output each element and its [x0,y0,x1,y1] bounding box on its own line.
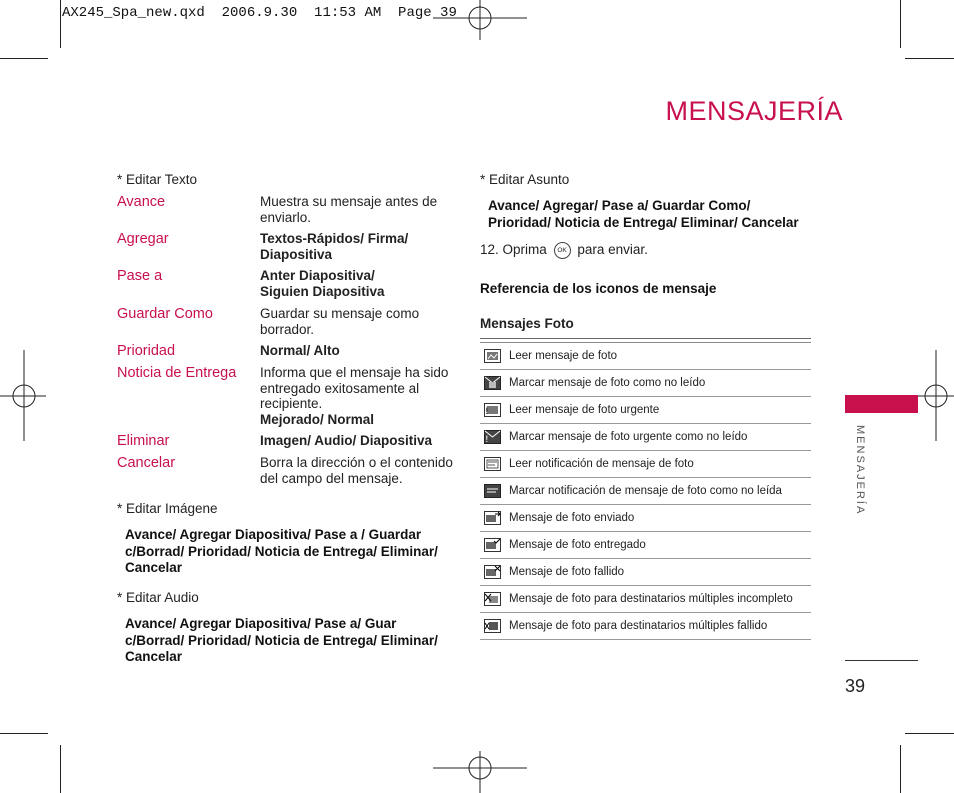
label-prioridad: Prioridad [117,343,176,359]
side-tab-label: MENSAJERÍA [854,425,866,516]
desc-guardar-como: Guardar su mensaje como borrador. [260,306,420,337]
icon-row [480,478,811,505]
icon-row [480,343,811,370]
icon-row [480,397,811,424]
icon-row [480,424,811,451]
desc-noticia-options: Mejorado/ Normal [260,412,375,427]
icon-reference-heading: Referencia de los iconos de mensaje [480,281,717,296]
icon-row-label: Mensaje de foto fallido [509,566,625,578]
editar-texto-heading: * Editar Texto [117,172,198,187]
icon-row-label: Leer mensaje de foto urgente [509,404,660,416]
delivered-photo-message-icon [484,538,501,552]
icon-row-label: Leer notificación de mensaje de foto [509,458,694,470]
label-agregar: Agregar [117,231,169,247]
icon-row-label: Mensaje de foto entregado [509,539,646,551]
crop-mark [0,733,48,734]
page-number: 39 [845,676,866,696]
editar-asunto-heading: * Editar Asunto [480,172,570,187]
editar-audio-heading: * Editar Audio [117,590,199,605]
crop-mark [60,745,61,793]
mensajes-foto-subheading: Mensajes Foto [480,316,574,331]
icon-row-label: Mensaje de foto para destinatarios múltiples incompleto [509,593,793,605]
label-avance: Avance [117,194,166,210]
crop-mark [900,745,901,793]
failed-photo-message-icon [484,565,501,579]
label-guardar-como: Guardar Como [117,306,213,322]
desc-cancelar: Borra la dirección o el contenido del campo del mensaje. [260,455,453,486]
svg-text:!: ! [485,407,489,417]
unread-photo-message-icon [484,376,501,390]
unread-urgent-photo-message-icon [484,430,501,444]
step-12 [480,242,648,259]
editar-imagene-heading: * Editar Imágene [117,501,218,516]
icon-row [480,559,811,586]
desc-eliminar: Imagen/ Audio/ Diapositiva [260,433,433,448]
registration-mark-top [430,0,530,48]
label-pase-a: Pase a [117,268,163,284]
registration-mark-bottom [430,746,530,793]
icon-row [480,613,811,640]
unread-notification-icon [484,484,501,498]
icon-row [480,370,811,397]
icon-row-label: Marcar mensaje de foto como no leído [509,377,706,389]
label-noticia-de-entrega: Noticia de Entrega [117,365,237,381]
editar-imagene-options: Avance/ Agregar Diapositiva/ Pase a / Guardar c/Borrad/ Prioridad/ Noticia de Entrega/ Eliminar/ Cancelar [125,527,438,575]
read-urgent-photo-message-icon [484,403,501,417]
side-tab-bar [845,395,918,413]
icon-row-label: Mensaje de foto para destinatarios múltiples fallido [509,620,768,632]
desc-avance: Muestra su mensaje antes de enviarlo. [260,194,438,225]
icon-row [480,586,811,613]
page-title: MENSAJERÍA [665,96,843,126]
icon-reference-table [480,342,811,640]
subheading-rule [480,338,811,339]
step-12-text-after: para enviar. [577,242,648,258]
step-12-text-before: 12. Oprima [480,242,547,258]
crop-mark [0,58,48,59]
crop-mark [60,0,61,48]
ok-key-icon: OK [554,242,571,259]
crop-mark [905,733,954,734]
icon-row-label: Mensaje de foto enviado [509,512,635,524]
icon-row-label: Leer mensaje de foto [509,350,618,362]
desc-noticia-de-entrega: Informa que el mensaje ha sido entregado exitosamente al recipiente. [260,365,449,411]
registration-mark-left [0,348,48,443]
icon-row-label: Marcar notificación de mensaje de foto como no leída [509,485,782,497]
desc-pase-a: Anter Diapositiva/ Siguien Diapositiva [260,268,385,299]
editar-asunto-options: Avance/ Agregar/ Pase a/ Guardar Como/ Prioridad/ Noticia de Entrega/ Eliminar/ Cancelar [488,198,799,230]
label-cancelar: Cancelar [117,455,176,471]
icon-row [480,451,811,478]
read-notification-icon [484,457,501,471]
icon-row [480,505,811,532]
sent-photo-message-icon [484,511,501,525]
label-eliminar: Eliminar [117,433,170,449]
icon-row-label: Marcar mensaje de foto urgente como no leído [509,431,748,443]
multi-recipient-failed-icon [484,619,501,633]
read-photo-message-icon [484,349,501,363]
multi-recipient-incomplete-icon [484,592,501,606]
desc-prioridad: Normal/ Alto [260,343,340,358]
desc-agregar: Textos-Rápidos/ Firma/ Diapositiva [260,231,409,262]
editar-audio-options: Avance/ Agregar Diapositiva/ Pase a/ Guar c/Borrad/ Prioridad/ Noticia de Entrega/ Eliminar/ Cancelar [125,616,438,664]
page-number-rule [845,660,918,661]
icon-row [480,532,811,559]
crop-mark [905,58,954,59]
crop-mark [900,0,901,48]
svg-text:!: ! [485,435,489,444]
print-header: AX245_Spa_new.qxd 2006.9.30 11:53 AM Page 39 [62,5,457,21]
